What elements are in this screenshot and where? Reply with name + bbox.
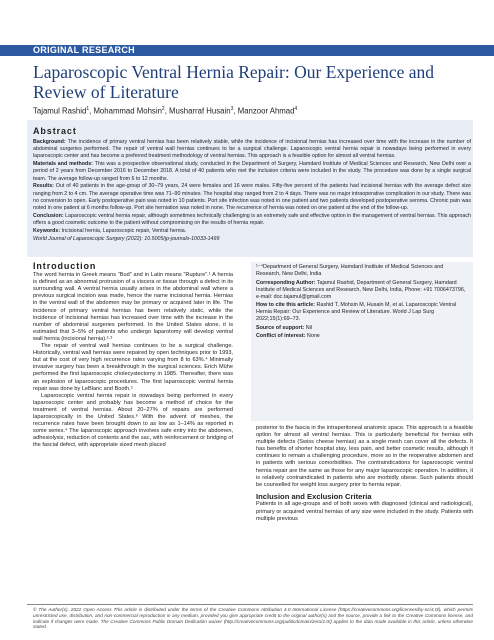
- author-name: Mohammad Mohsin: [93, 106, 162, 116]
- introduction-heading: Introduction: [33, 261, 97, 271]
- intro-paragraph: The repair of ventral wall hernias continues to be a surgical challenge. Historically, ventral wall hernias were repaired by open techniques prior to 1993, but at the cost of very high recurrence rates varying from 8 to 63%.⁴ Minimally invasive surgery has been a breakthrough in the surgical sciences. Erich Mühe performed the first laparoscopic cholecystectomy in 1985. Thereafter, there was an explosion of laparoscopic procedures. The first laparoscopic ventral hernia repair was done by LeBlanc and Booth.⁵: [33, 343, 233, 392]
- article-info: [256, 264, 469, 342]
- intro-paragraph: Laparoscopic ventral hernia repair is nowadays being performed in every laparoscopic center and probably has become a method of choice for the treatment of ventral hernias. About 20–27% of repairs are performed laparoscopically in the United States.⁶ With the advent of meshes, the recurrence rates have been brought down to as low as 1–14% as reported in some series.⁴ The laparoscopic approach involves safe entry into the abdomen, adhesiolysis, reduction of contents and the sac, with reinforcement or bridging of the fascial defect, with appropriate sized mesh placed: [33, 392, 233, 449]
- abstract-body: [33, 139, 471, 243]
- author-list: Tajamul Rashid$^1$, Mohammad Mohsin$^2$, Musharraf Husain$^3$, Manzoor Ahmad$^4$: [33, 106, 298, 116]
- section-band: [0, 45, 494, 56]
- conflict-of-interest: Conflict of interest: None: [256, 333, 320, 340]
- intro-paragraph: The word hernia in Greek means “Bud” and in Latin means “Rupture”.¹ A hernia is defined as an abnormal protrusion of a viscera or tissue through a defect in its surrounding wall. A ventral hernia usually arises in the abdominal wall where a previous surgical incision was made, hence the name incisional hernia. Hernias in the ventral wall of the abdomen may be primary or acquired later in life. The incidence of primary ventral hernias has been relatively static, while the incidence of incisional hernias has increased over time with the increase in the number of abdominal surgeries performed. In the United States alone, it is estimated that 3–5% of patients who undergo laparotomy will develop ventral wall hernia (incisional hernia).²·³: [33, 272, 233, 342]
- abstract-background: Background: The incidence of primary ventral hernias has been relatively stable, while the incidence of incisional hernias has increased over time with the increase in the number of abdominal surgeries performed. The repair of ventral wall hernias continues to be a surgical challenge. Laparoscopic ventral hernia repair is nowadays being performed in every laparoscopic center and has become a preferred treatment methodology of ventral hernias. This approach is a feasible option for almost all ventral hernias.: [33, 139, 471, 160]
- corresponding-author: Corresponding Author: Tajamul Rashid, Department of General Surgery, Hamdard Institute of Medical Sciences and Research, New Delhi, India, Phone: +91 7006473796, e-mail: doc.tajamul@gmail.com: [256, 279, 466, 300]
- abstract-citation: World Journal of Laparoscopic Surgery (2022): 10.5005/jp-journals-10033-1499: [33, 235, 220, 242]
- source-of-support: Source of support: Nil: [256, 324, 313, 331]
- author-affiliation-mark: 4: [294, 106, 298, 112]
- abstract-results: Results: Out of 40 patients in the age-group of 30–79 years, 24 were females and 16 were males. Fifty-five percent of the patients had incisional hernias with the average defect size ranging from 2 to 4 cm. The average operative time was 71–90 minutes. The hospital stay ranged from 2 to 4 days. There was no major intraoperative complication in our study. There was no conversion to open. Early postoperative pain was noted in 10 patients. Port site infection was noted in one patient and two patients developed postoperative seroma. Chronic pain was noted in one patient at 6 months follow-up. Port site herniation was noted in none. The recurrence of hernia was noted on one patient at the end of the follow-up.: [33, 183, 471, 212]
- abstract-keywords: Keywords: Incisional hernia, Laparoscopic repair, Ventral hernia.: [33, 227, 187, 234]
- right-column: [256, 425, 473, 523]
- article-title: Laparoscopic Ventral Hernia Repair: Our Experience and Review of Literature: [33, 62, 435, 102]
- body-paragraph: Patients in all age-groups and of both sexes with diagnosed (clinical and radiological), primary or acquired ventral hernias of any size were included in the study. Patients with multiple previous: [256, 501, 473, 522]
- author-affiliation-mark: 2: [161, 106, 165, 112]
- footer-divider: [27, 604, 473, 605]
- section-label: ORIGINAL RESEARCH: [33, 45, 135, 55]
- abstract-methods: Materials and methods: This was a prospective observational study, conducted in the Department of Surgery, Hamdard Institute of Medical Sciences and Research, New Delhi over a period of 2 years from December 2016 to December 2018. A total of 40 patients who met the inclusion criteria were included in the study. The procedure was done by a single surgical team. The average follow-up ranged from 6 to 12 months.: [33, 161, 471, 182]
- introduction-column: [33, 263, 233, 449]
- abstract-heading: Abstract: [33, 126, 77, 136]
- author-name: Musharraf Husain: [169, 106, 231, 116]
- author-name: Manzoor Ahmad: [237, 106, 295, 116]
- author-affiliation-mark: 3: [230, 106, 234, 112]
- author-name: Tajamul Rashid: [33, 106, 87, 116]
- license-footer: © The Author(s). 2022 Open Access This article is distributed under the terms of the Creative Commons Attribution 4.0 International License (https://creativecommons.org/licenses/by-nc/4.0/), which permits unrestricted use, distribution, and non-commercial reproduction in any medium, provided you give appropriate credit to the original author(s) and the source, provide a link to the Creative Commons license, and indicate if changes were made. The Creative Commons Public Domain Dedication waiver (http://creativecommons.org/publicdomain/zero/1.0/) applies to the data made available in this article, unless otherwise stated.: [33, 607, 473, 630]
- affiliation: ¹⁻⁴Department of General Surgery, Hamdard Institute of Medical Sciences and Research, New Delhi, India: [256, 264, 444, 278]
- how-to-cite: How to cite this article: Rashid T, Mohsin M, Husain M, et al. Laparoscopic Ventral Hernia Repair: Our Experience and Review of Literature. World J Lap Surg 2022;15(1):69–73.: [256, 302, 457, 323]
- author-affiliation-mark: 1: [86, 106, 90, 112]
- abstract-conclusion: Conclusion: Laparoscopic ventral hernia repair, although sometimes technically challenging is an extremely safe and effective option in the management of ventral hernias. This approach offers a good cosmetic outcome to the patient without compromising on the results of hernia repair.: [33, 212, 471, 227]
- section-heading: Inclusion and Exclusion Criteria: [256, 491, 372, 501]
- body-paragraph: posterior to the fascia in the intraperitoneal anatomic space. This approach is a feasible option for almost all ventral hernias. This is particularly beneficial for hernias with multiple defects (Swiss cheese hernias) as a single mesh can cover all the defects. It has benefits of shorter hospital stay, less pain, and better cosmetic results, although it continues to remain a challenging procedure, more so in the reoperative abdomen and in patients with serious comorbidities. The contraindications for laparoscopic ventral hernia repair are the same as those for any major laparoscopic operation. In addition, it is relatively contraindicated in patients who are morbidly obese. Such patients should be counselled for weight loss surgery prior to hernia repair.: [256, 425, 473, 488]
